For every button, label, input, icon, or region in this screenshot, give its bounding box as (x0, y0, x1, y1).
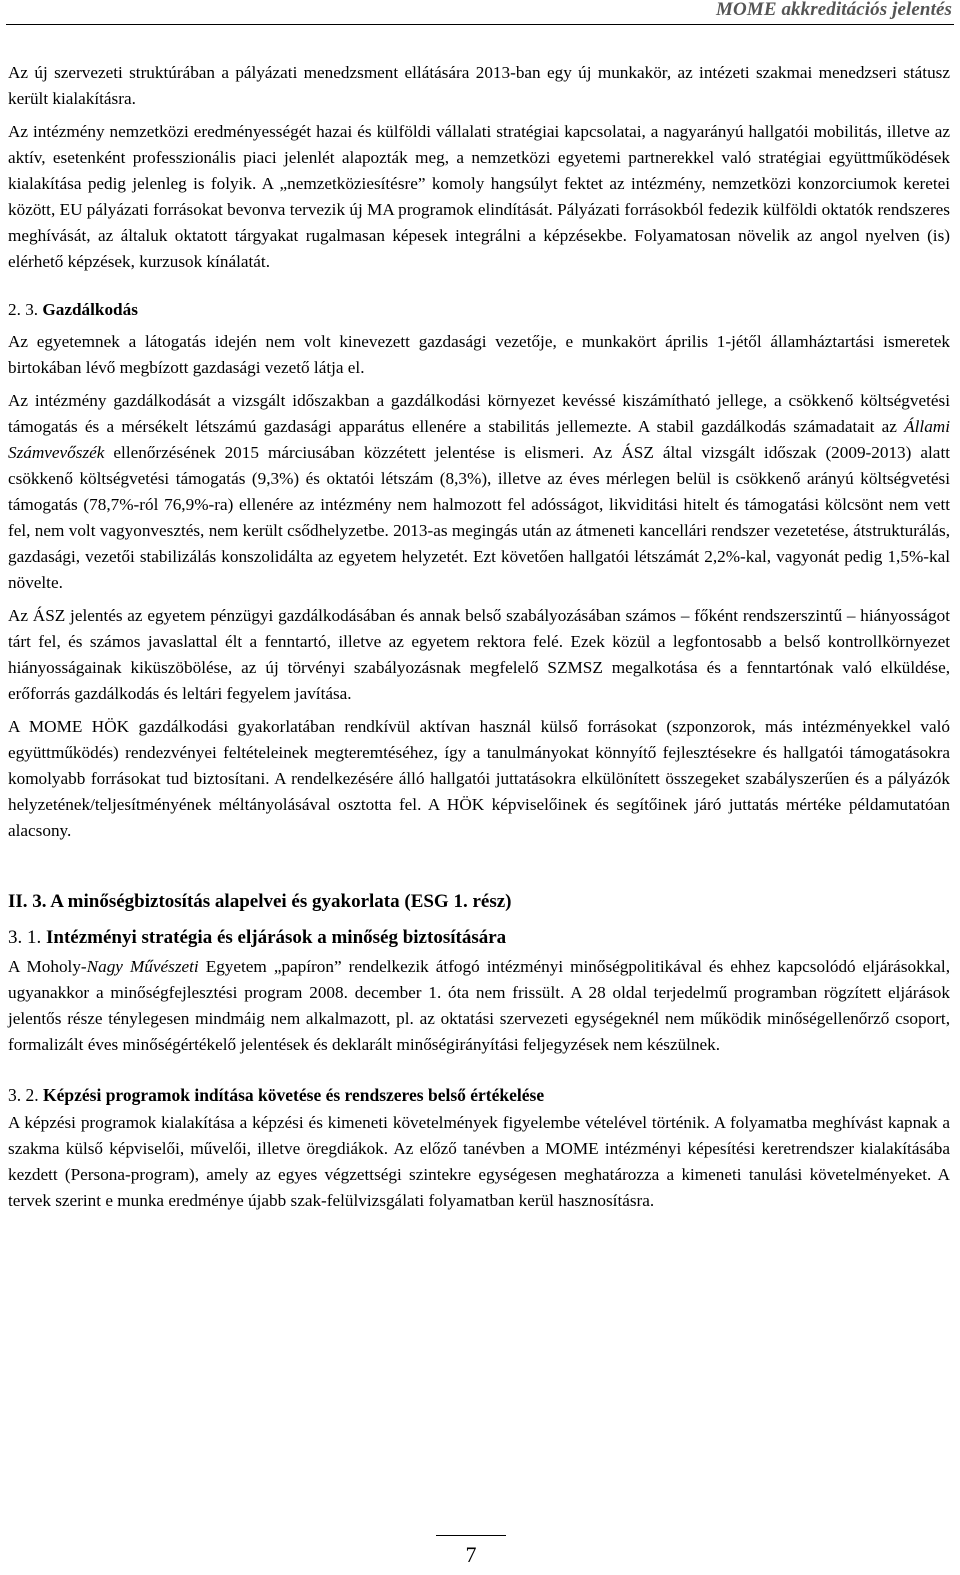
heading-section-31 (8, 924, 950, 952)
paragraph-section-32: A képzési programok kialakítása a képzési és kimeneti követelmények figyelembe vételével történik. A folyamatba meghívást kapnak a szakma külső képviselői, művelői, illetve öregdiákok. Az előző tanévben a MOME intézményi képesítési keretrendszer kialakításába kezdett (Persona-program), amely az egyes végzettségi szintekre egységesen meghatározza a kimeneti tanulási követelményeket. A tervek szerint e munka eredménye újabb szak-felülvizsgálati folyamatban kerül hasznosításra. (8, 1113, 950, 1210)
heading-text: Képzési programok indítása követése és rendszeres belső értékelése (43, 1085, 545, 1105)
paragraph-gazdalkodas-1: Az egyetemnek a látogatás idején nem volt kinevezett gazdasági vezetője, e munkakört április 1-jétől államháztartási ismeretek birtokában lévő megbízott gazdasági vezető látja el. (8, 332, 950, 377)
heading-number: 3. 1. (8, 927, 42, 948)
footer-divider (436, 1535, 506, 1536)
paragraph-text: A Moholy- (8, 957, 87, 976)
paragraph-gazdalkodas-3: Az ÁSZ jelentés az egyetem pénzügyi gazdálkodásában és annak belső szabályozásában számos – főként rendszerszintű – hiányosságot tárt fel, és számos javaslattal élt a fenntartó, illetve az egyetem rektora felé. Ezek közül a legfontosabb a belső kontrollkörnyezet hiányosságainak kiküszöbölése, az új törvényi szabályozásnak megfelelő SZMSZ megalkotása és a fenntartónak való elküldése, erőforrás gazdálkodás és leltári fegyelem javítása. (8, 606, 950, 703)
paragraph-intro-1: Az új szervezeti struktúrában a pályázati menedzsment ellátására 2013-ban egy új munkakör, az intézeti szakmai menedzseri státusz került kialakításra. (8, 63, 950, 108)
running-header: MOME akkreditációs jelentés (716, 0, 952, 20)
heading-number: 2. 3. (8, 300, 39, 319)
heading-number: 3. 2. (8, 1085, 39, 1105)
paragraph-text: Egyetem „papíron” rendelkezik átfogó intézményi minőségpolitikával és ehhez kapcsolódó eljárásokkal, ugyanakkor a minőségfejlesztési program 2008. december 1. óta nem frissült. A 28 oldal terjedelmű programban rögzített eljárások jelentős része ténylegesen mindmáig nem alkalmazott, pl. az oktatási szervezeti egységeknél nem működik minőségellenőrző csoport, formalizált éves minőségértékelő jelentések és deklarált minőségirányítási feljegyzések nem készülnek. (8, 957, 950, 1054)
paragraph-text: Az intézmény gazdálkodását a vizsgált időszakban a gazdálkodási környezet kevéssé kiszámítható jellege, a csökkenő költségvetési támogatás és a mérsékelt létszámú gazdasági apparátus ellenére a stabilitás jellemezte. A stabil gazdálkodás számadatait az (8, 391, 950, 436)
italic-term: Nagy Művészeti (86, 957, 199, 976)
paragraph-section-31 (8, 954, 950, 1058)
paragraph-gazdalkodas-4: A MOME HÖK gazdálkodási gyakorlatában rendkívül aktívan használ külső forrásokat (szponzorok, más intézményekkel való együttműködés) rendezvényei feltételeinek megteremtéséhez, így a tanulmányokat könnyítő fejlesztésekre és hallgatói támogatásokra komolyabb forrásokat tud biztosítani. A rendelkezésére álló hallgatói juttatásokra elkülönített összegeket szabályszerűen és a pályázók helyzetének/teljesítményének méltányolásával osztotta fel. A HÖK képviselőinek és segítőinek járó juttatás mértéke példamutatóan alacsony. (8, 717, 950, 840)
paragraph-intro-2: Az intézmény nemzetközi eredményességét hazai és külföldi vállalati stratégiai kapcsolatai, a nagyarányú hallgatói mobilitás, illetve az aktív, esetenként professzionális piaci jelenlét alapozták meg, a nemzetközi egyetemi partnerekkel való stratégiai együttműködések kialakítása pedig jelenleg is folyik. A „nemzetköziesítésre” komoly hangsúlyt fektet az intézmény, nemzetközi konzorciumok keretei között, EU pályázati forrásokat bevonva tervezik új MA programok elindítását. Pályázati forrásokból fedezik külföldi oktatók rendszeres meghívását, az általuk oktatott tárgyakat rugalmasan képesek integrálni a képzésekbe. Folyamatosan növelik az angol nyelven (is) elérhető képzések, kurzusok kínálatát. (8, 122, 950, 271)
heading-text: Intézményi stratégia és eljárások a minőség biztosítására (46, 927, 507, 948)
header-divider (6, 24, 954, 25)
italic-term: Állami Számvevőszék (8, 417, 950, 462)
page-content (8, 60, 950, 1214)
heading-gazdalkodas (8, 297, 950, 323)
heading-section-ii3: II. 3. A minőségbiztosítás alapelvei és gyakorlata (ESG 1. rész) (8, 891, 512, 912)
page-number: 7 (465, 1542, 477, 1567)
heading-section-32 (8, 1082, 950, 1108)
paragraph-text: ellenőrzésének 2015 márciusában közzétett jelentése is elismeri. Az ÁSZ által vizsgált időszak (2009-2013) alatt csökkenő költségvetési támogatás (9,3%) és oktatói létszám (8,3%), illetve az éves mérlegen belül is csökkenő arányú költségvetési támogatás (78,7%-ról 76,9%-ra) ellenére az intézmény nem halmozott fel adósságot, likviditási hitelt és támogatási kölcsönt nem vett fel, nem volt vagyonvesztés, nem került csődhelyzetbe. 2013-as megingás után az átmeneti kancellári rendszer vezetetése, átstrukturálás, gazdasági, vezetői stabilizálás konszolidálta az egyetem helyzetét. Ezt követően hallgatói létszámát 2,2%-kal, vagyonát pedig 1,5%-kal növelte. (8, 443, 950, 592)
paragraph-gazdalkodas-2 (8, 388, 950, 596)
heading-text: Gazdálkodás (42, 300, 138, 319)
